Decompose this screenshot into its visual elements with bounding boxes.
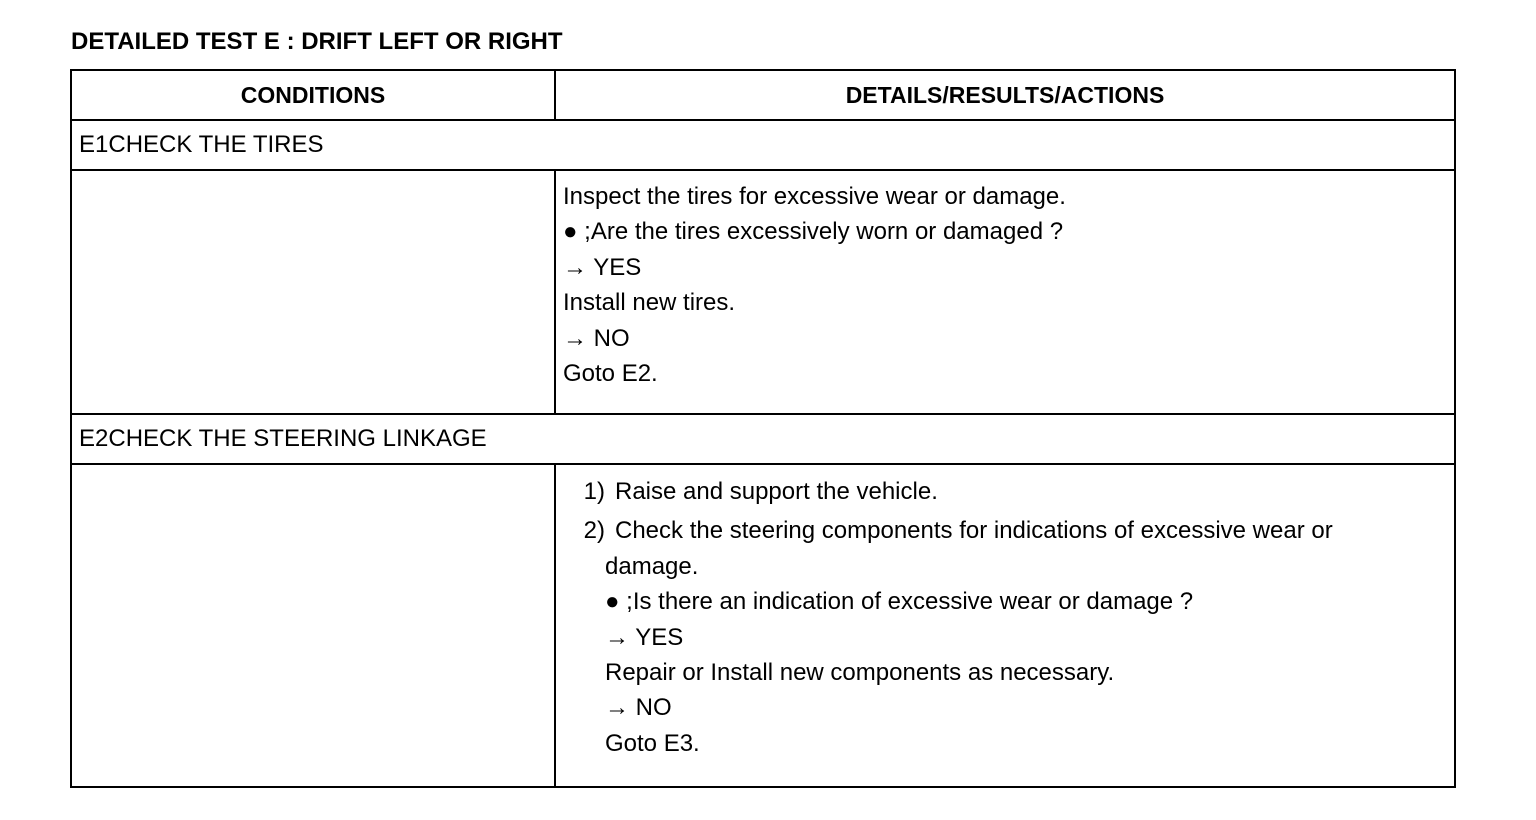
detail-yes-action: Repair or Install new components as necessary. [605, 659, 1115, 687]
detail-question: ● ;Is there an indication of excessive wear or damage ? [605, 588, 1194, 616]
detail-no-action: Goto E3. [605, 729, 700, 757]
diagnostic-test-table [70, 69, 1456, 788]
step-title-e1: E1CHECK THE TIRES [71, 120, 1455, 170]
numbered-step [563, 513, 1454, 548]
step-body-row-e2 [71, 464, 1455, 787]
page-title: DETAILED TEST E : DRIFT LEFT OR RIGHT [71, 28, 563, 55]
detail-yes-branch: → YES [605, 623, 684, 651]
conditions-cell-e1 [71, 170, 555, 414]
detail-no-action: Goto E2. [563, 360, 658, 388]
table-header-row [71, 70, 1455, 120]
detail-no-branch: → NO [605, 694, 672, 722]
step-title-row-e1 [71, 120, 1455, 170]
detail-no-branch: → NO [563, 324, 630, 352]
details-cell-e2 [555, 464, 1455, 787]
detail-yes-action: Install new tires. [563, 289, 736, 317]
details-header: DETAILS/RESULTS/ACTIONS [555, 70, 1455, 120]
step-title-e2: E2CHECK THE STEERING LINKAGE [71, 414, 1455, 464]
conditions-cell-e2 [71, 464, 555, 787]
step-text-continuation: damage. [605, 552, 699, 580]
step-title-row-e2 [71, 414, 1455, 464]
detail-line: Inspect the tires for excessive wear or damage. [563, 183, 1066, 210]
step-body-row-e1 [71, 170, 1455, 414]
step-text: Raise and support the vehicle. [615, 478, 938, 505]
details-cell-e1 [555, 170, 1455, 414]
numbered-step [563, 474, 1454, 509]
detail-question: ● ;Are the tires excessively worn or damaged ? [563, 218, 1064, 246]
step-number: 2) [583, 517, 605, 545]
step-number: 1) [583, 478, 605, 505]
detail-yes-branch: → YES [563, 253, 642, 281]
step-text: Check the steering components for indications of excessive wear or [615, 517, 1333, 545]
conditions-header: CONDITIONS [71, 70, 555, 120]
